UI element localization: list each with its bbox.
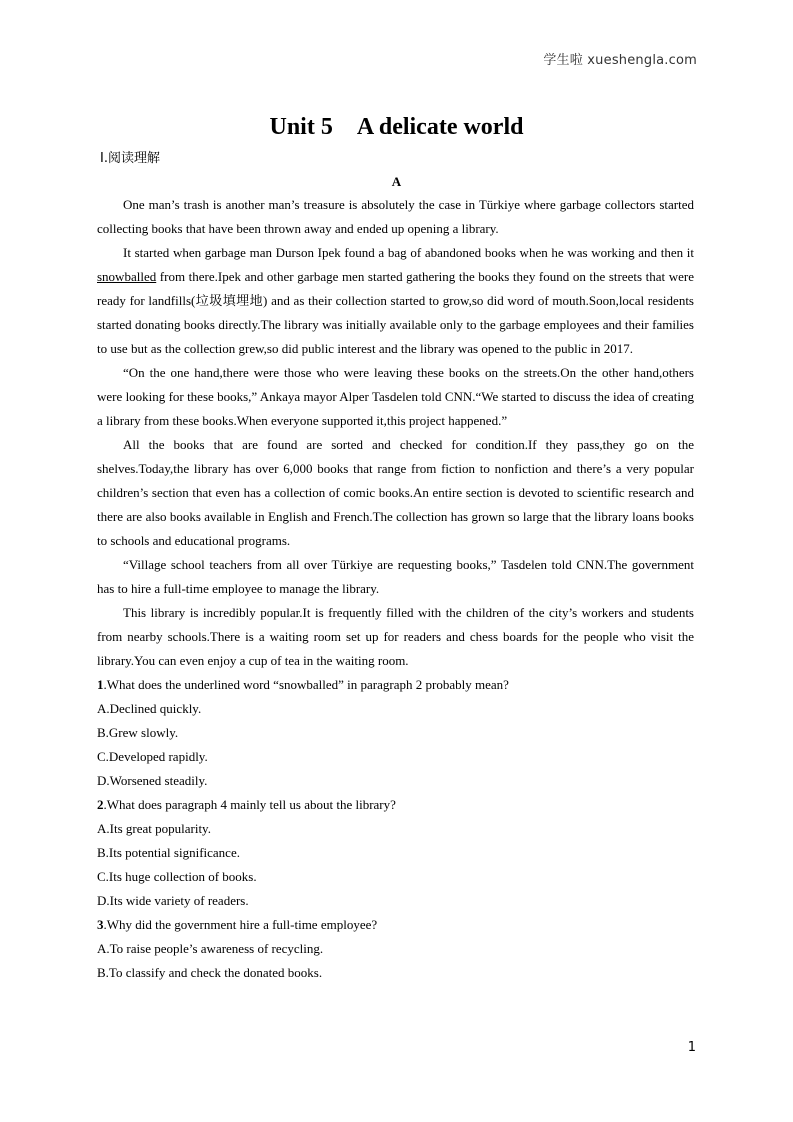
option: B.To classify and check the donated books.	[97, 965, 323, 980]
option: C.Developed rapidly.	[97, 749, 208, 764]
question-1	[97, 673, 694, 697]
option: C.Its huge collection of books.	[97, 869, 257, 884]
question-number: 3	[97, 917, 104, 932]
question-3	[97, 913, 694, 937]
question-2	[97, 793, 694, 817]
passage-content	[97, 193, 694, 985]
paragraph-5: “Village school teachers from all over Türkiye are requesting books,” Tasdelen told CNN.The government has to hire a full-time employee to manage the library.	[97, 557, 694, 596]
paragraph-4: All the books that are found are sorted and checked for condition.If they pass,they go on the shelves.Today,the library has over 6,000 books that range from fiction to nonfiction and there’s a very popular children’s section that even has a collection of comic books.An entire section is devoted to scientific research and there are also books available in English and French.The collection has grown so large that the library loans books to schools and educational programs.	[97, 437, 694, 548]
paragraph-3: “On the one hand,there were those who were leaving these books on the streets.On the other hand,others were looking for these books,” Ankaya mayor Alper Tasdelen told CNN.“We started to discuss the idea of creating a library from these books.When everyone supported it,this project happened.”	[97, 365, 694, 428]
section-heading: Ⅰ.阅读理解	[100, 151, 160, 166]
underlined-word: snowballed	[97, 269, 157, 284]
option: B.Its potential significance.	[97, 845, 240, 860]
paragraph-2-start: It started when garbage man Durson Ipek found a bag of abandoned books when he was working and then it	[123, 245, 694, 260]
option: B.Grew slowly.	[97, 725, 179, 740]
option: D.Its wide variety of readers.	[97, 893, 249, 908]
paragraph-2-rest: from there.Ipek and other garbage men started gathering the books they found on the streets that were ready for landfills(垃圾填埋地) and as their collection started to grow,so did word of mouth.Soon,local residents started donating books directly.The library was initially available only to the garbage employees and their families to use but as the collection grew,so did public interest and the library was opened to the public in 2017.	[97, 269, 694, 356]
page-header-site: 学生啦 xueshengla.com	[543, 53, 697, 68]
page-number: 1	[687, 1040, 696, 1055]
question-number: 1	[97, 677, 104, 692]
option: A.Its great popularity.	[97, 821, 211, 836]
paragraph-1: One man’s trash is another man’s treasure is absolutely the case in Türkiye where garbage collectors started collecting books that have been thrown away and ended up opening a library.	[97, 197, 694, 236]
option: A.To raise people’s awareness of recycling.	[97, 941, 324, 956]
question-text: .What does paragraph 4 mainly tell us about the library?	[103, 797, 396, 812]
paragraph-2	[97, 241, 694, 361]
option: D.Worsened steadily.	[97, 773, 208, 788]
option: A.Declined quickly.	[97, 701, 202, 716]
question-number: 2	[97, 797, 104, 812]
paragraph-6: This library is incredibly popular.It is frequently filled with the children of the city’s workers and students from nearby schools.There is a waiting room set up for readers and chess boards for the people who visit the library.You can even enjoy a cup of tea in the waiting room.	[97, 605, 694, 668]
question-text: .What does the underlined word “snowballed” in paragraph 2 probably mean?	[103, 677, 509, 692]
passage-label: A	[391, 174, 402, 189]
page-title: Unit 5 A delicate world	[269, 114, 524, 140]
question-text: .Why did the government hire a full-time employee?	[103, 917, 378, 932]
